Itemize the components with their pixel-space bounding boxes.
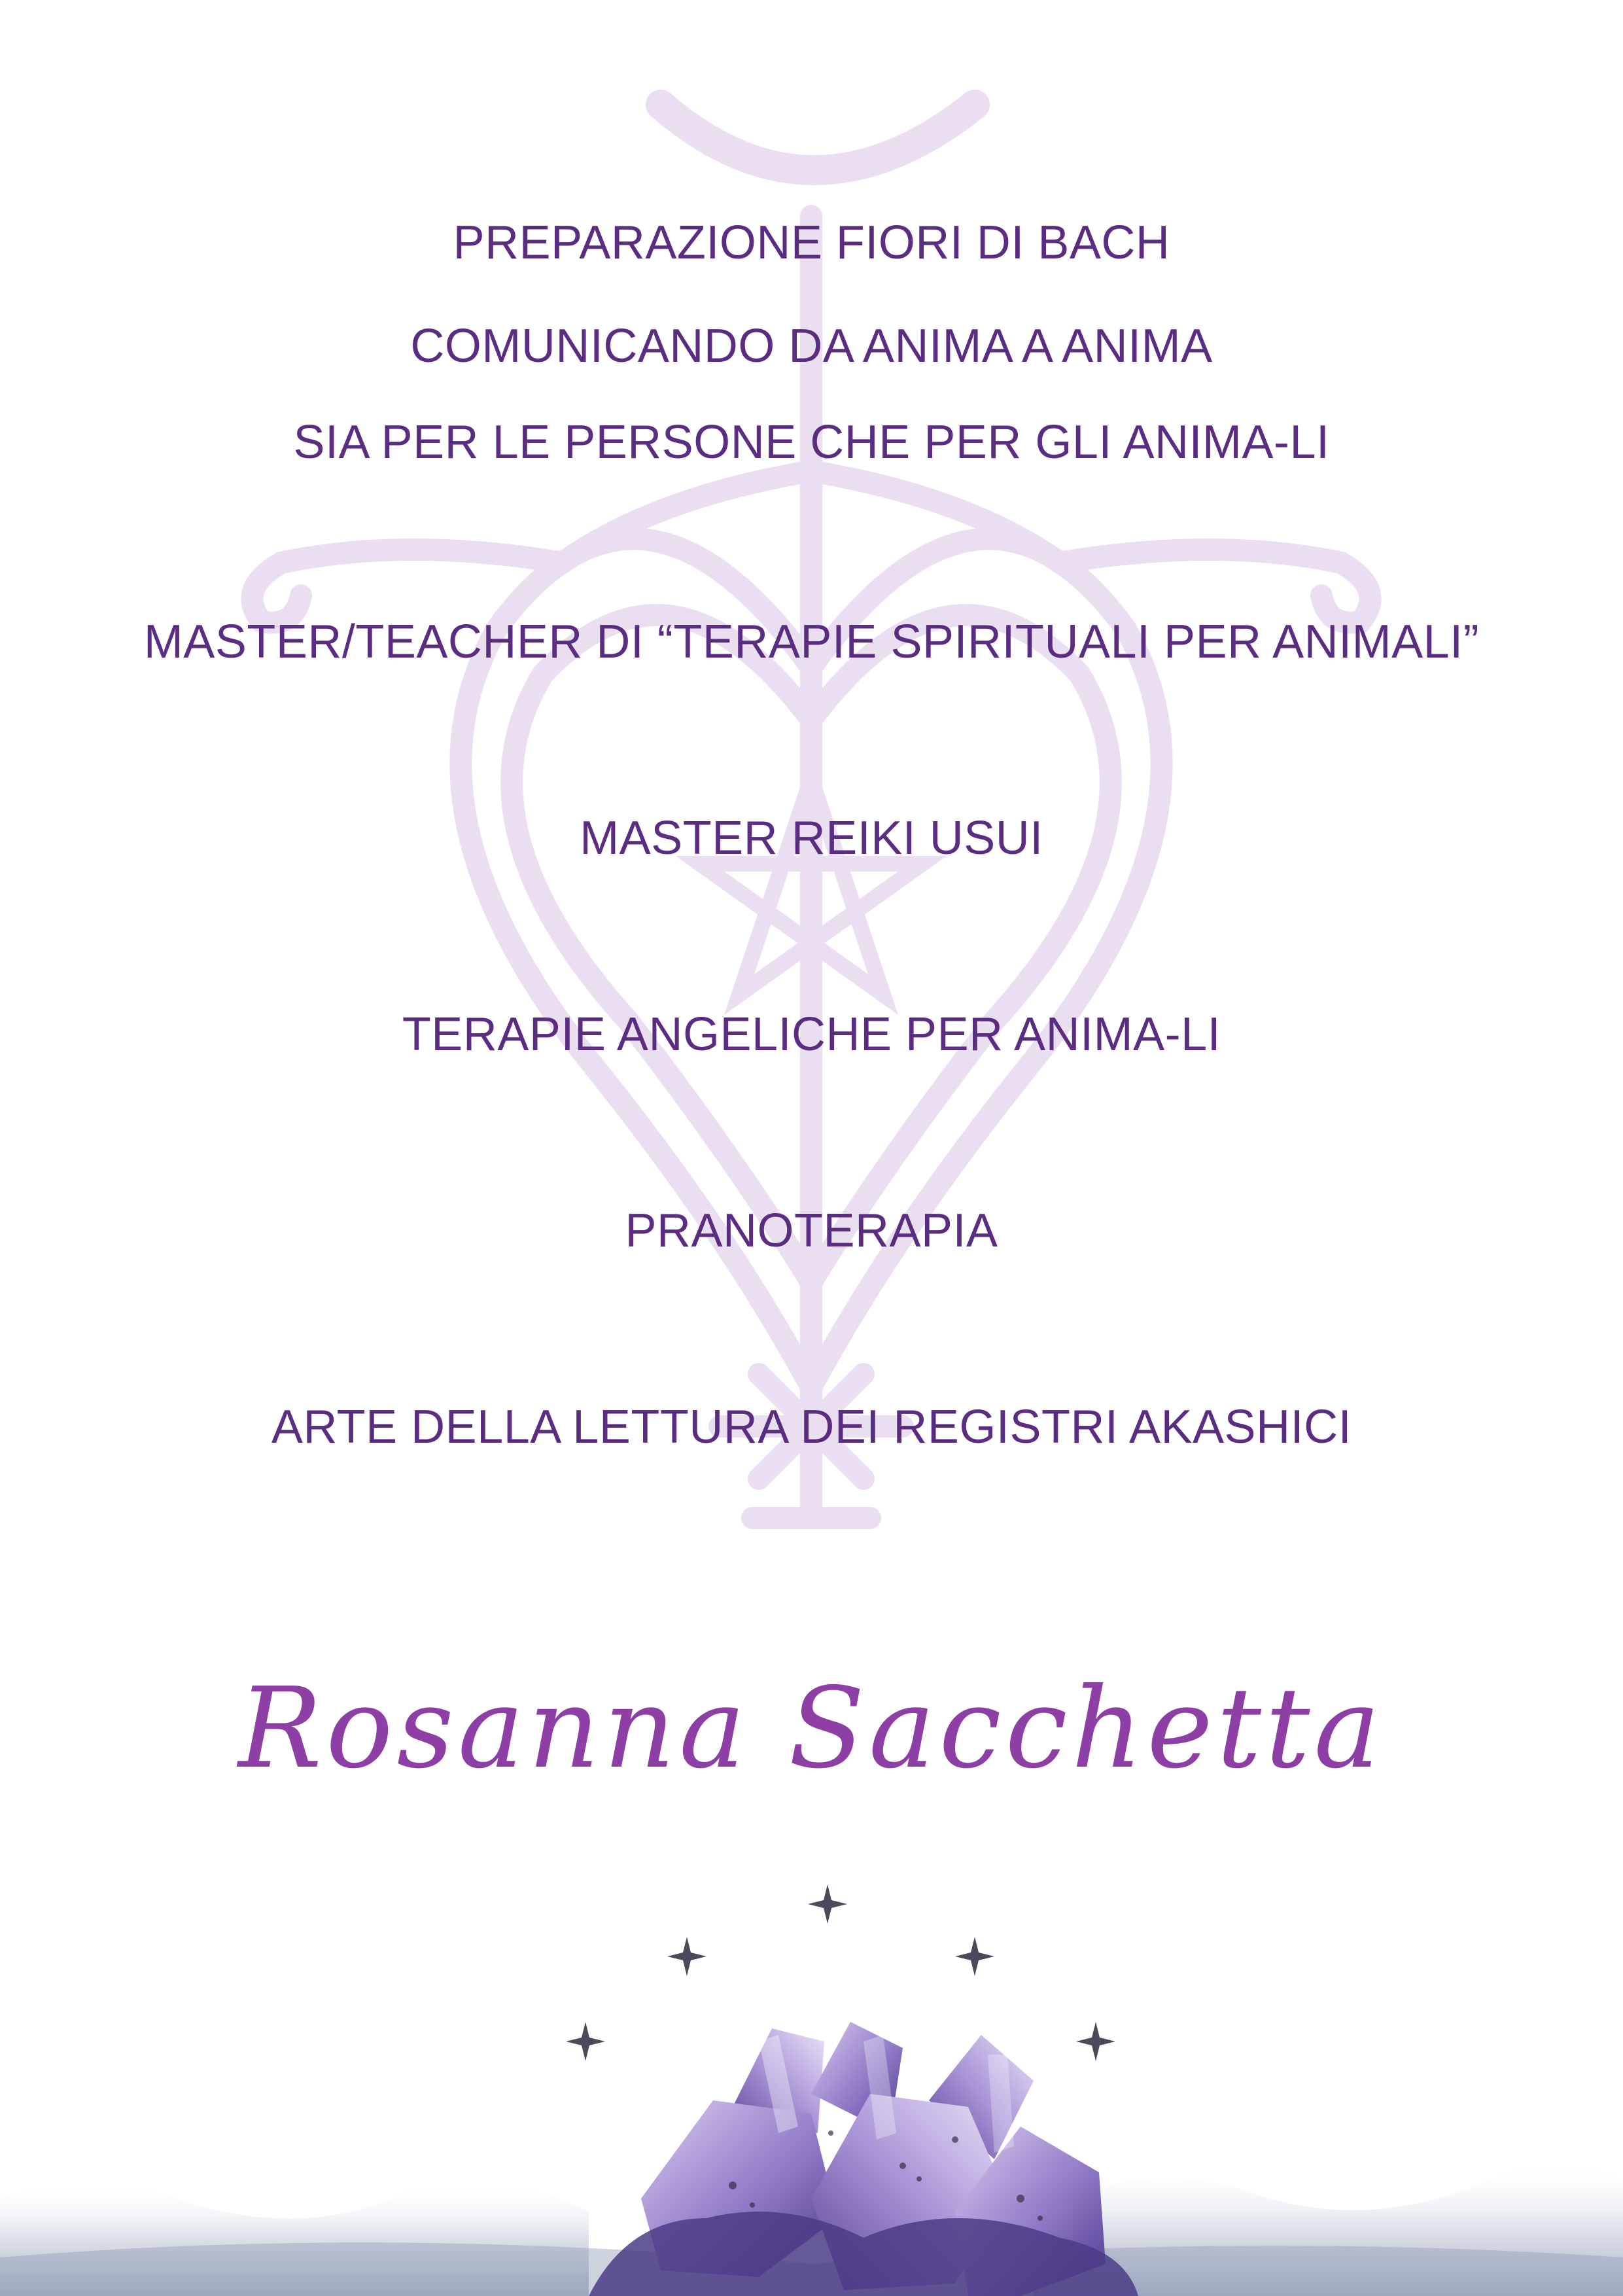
line-reiki-usui: MASTER REIKI USUI	[580, 812, 1043, 864]
line-bach-flowers: PREPARAZIONE FIORI DI BACH	[453, 217, 1170, 269]
line-akashic-records: ARTE DELLA LETTURA DEI REGISTRI AKASHICI	[271, 1401, 1352, 1453]
signature	[238, 1642, 1384, 1826]
amethyst-crystal-icon	[563, 2002, 1151, 2296]
line-people-and-animals: SIA PER LE PERSONE CHE PER GLI ANIMA-LI	[293, 416, 1330, 468]
line-soul-to-soul: COMUNICANDO DA ANIMA A ANIMA	[410, 320, 1213, 372]
line-angelic-therapies: TERAPIE ANGELICHE PER ANIMA-LI	[402, 1008, 1221, 1061]
line-master-teacher: MASTER/TEACHER DI “TERAPIE SPIRITUALI PER ANIMALI”	[143, 616, 1480, 668]
line-pranotherapy: PRANOTERAPIA	[625, 1205, 998, 1257]
signature-text: Rosanna Sacchetta	[238, 1664, 1384, 1793]
